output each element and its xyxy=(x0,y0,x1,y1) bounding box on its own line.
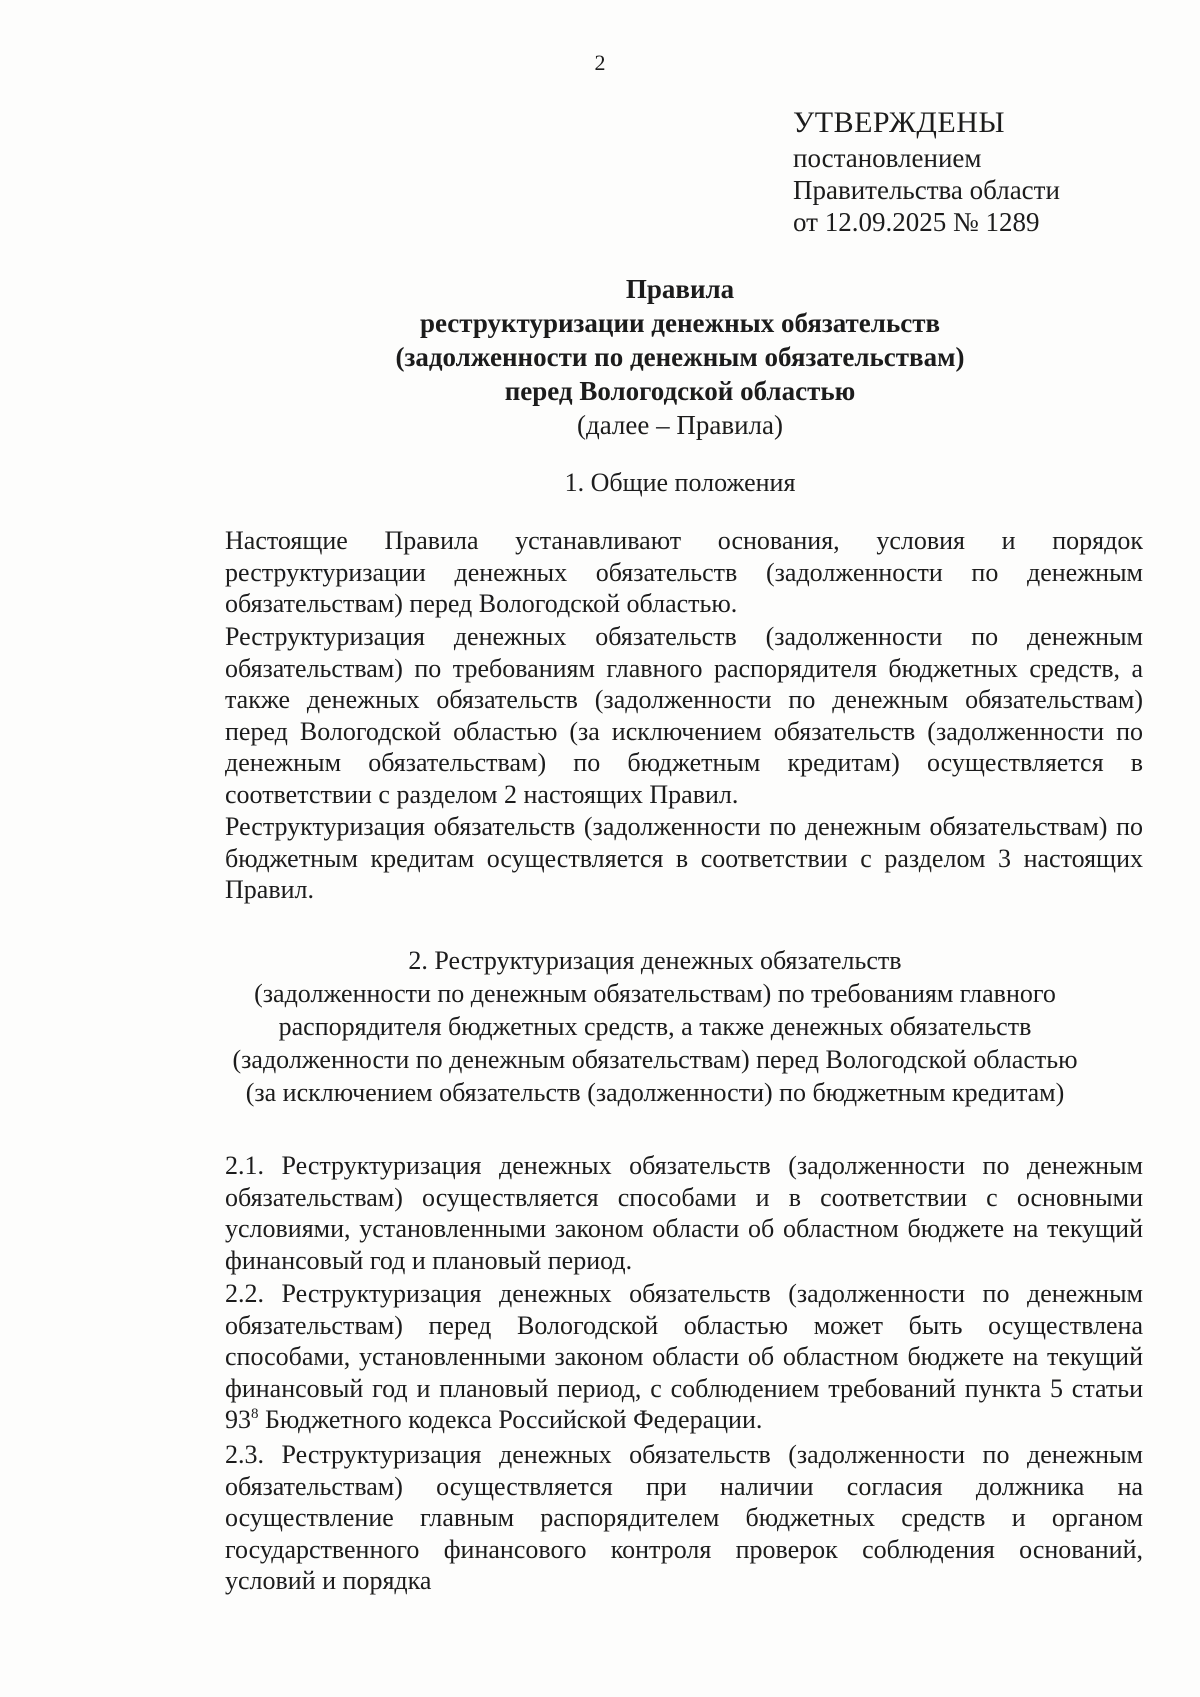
approval-stamp: УТВЕРЖДЕНЫ xyxy=(793,106,1006,139)
paragraph-text xyxy=(158,1278,1143,1436)
approval-line: Правительства области xyxy=(793,175,1060,205)
section-2-paragraph xyxy=(158,1150,1143,1276)
section-2-paragraph xyxy=(158,1278,1143,1436)
heading-line: распорядителя бюджетных средств, а также денежных обязательств xyxy=(278,1012,1032,1041)
document-title xyxy=(0,272,1200,442)
section-1-heading: 1. Общие положения xyxy=(564,468,796,497)
section-1-paragraph xyxy=(158,621,1143,811)
title-line: перед Вологодской областью xyxy=(504,376,856,406)
page-number: 2 xyxy=(594,50,606,75)
paragraph-text: 2.1. Реструктуризация денежных обязательств (задолженности по денежным обязательствам) осуществляется способами и в соответствии с основными условиями, установленными законом области об областном бюджете на текущий финансовый год и плановый период. xyxy=(225,1151,1143,1275)
title-line: реструктуризации денежных обязательств xyxy=(419,308,941,338)
paragraph-text: Реструктуризация денежных обязательств (задолженности по денежным обязательствам) по требованиям главного распорядителя бюджетных средств, а также денежных обязательств (задолженности по денежным обязательствам) перед Вологодской областью (за исключением обязательств (задолженности по денежным обязательствам) по бюджетным кредитам) осуществляется в соответствии с разделом 2 настоящих Правил. xyxy=(225,622,1143,809)
heading-line: 2. Реструктуризация денежных обязательств xyxy=(408,946,902,975)
section-1-paragraph xyxy=(158,811,1143,906)
approval-line: постановлением xyxy=(793,143,982,173)
title-line: Правила xyxy=(625,274,735,304)
title-line: (задолженности по денежным обязательствам) xyxy=(395,342,965,372)
heading-line: (задолженности по денежным обязательствам) перед Вологодской областью xyxy=(232,1045,1078,1074)
paragraph-text-part: 2.2. Реструктуризация денежных обязательств (задолженности по денежным обязательствам) перед Вологодской областью может быть осуществлена способами, установленными законом области об областном бюджете на текущий финансовый год и плановый период, с соблюдением требований пункта 5 статьи 93 xyxy=(225,1279,1143,1435)
heading-line: (за исключением обязательств (задолженности) по бюджетным кредитам) xyxy=(245,1078,1065,1107)
approval-date-number: от 12.09.2025 № 1289 xyxy=(793,207,1040,237)
section-1-paragraph xyxy=(158,525,1143,620)
paragraph-text: 2.3. Реструктуризация денежных обязательств (задолженности по денежным обязательствам) осуществляется при наличии согласия должника на осуществление главным распорядителем бюджетных средств и органом государственного финансового контроля проверок соблюдения оснований, условий и порядка xyxy=(225,1440,1143,1596)
title-subtitle: (далее – Правила) xyxy=(576,410,784,440)
approval-block xyxy=(793,104,1060,238)
section-2-heading xyxy=(0,944,1200,1109)
section-2-paragraph xyxy=(158,1439,1143,1597)
paragraph-text-part: Бюджетного кодекса Российской Федерации. xyxy=(258,1405,763,1435)
paragraph-text: Реструктуризация обязательств (задолженности по денежным обязательствам) по бюджетным кредитам осуществляется в соответствии с разделом 3 настоящих Правил. xyxy=(225,812,1143,905)
paragraph-text: Настоящие Правила устанавливают основания, условия и порядок реструктуризации денежных обязательств (задолженности по денежным обязательствам) перед Вологодской областью. xyxy=(225,526,1143,619)
heading-line: (задолженности по денежным обязательствам) по требованиям главного xyxy=(254,979,1056,1008)
superscript-index: 8 xyxy=(251,1406,259,1423)
